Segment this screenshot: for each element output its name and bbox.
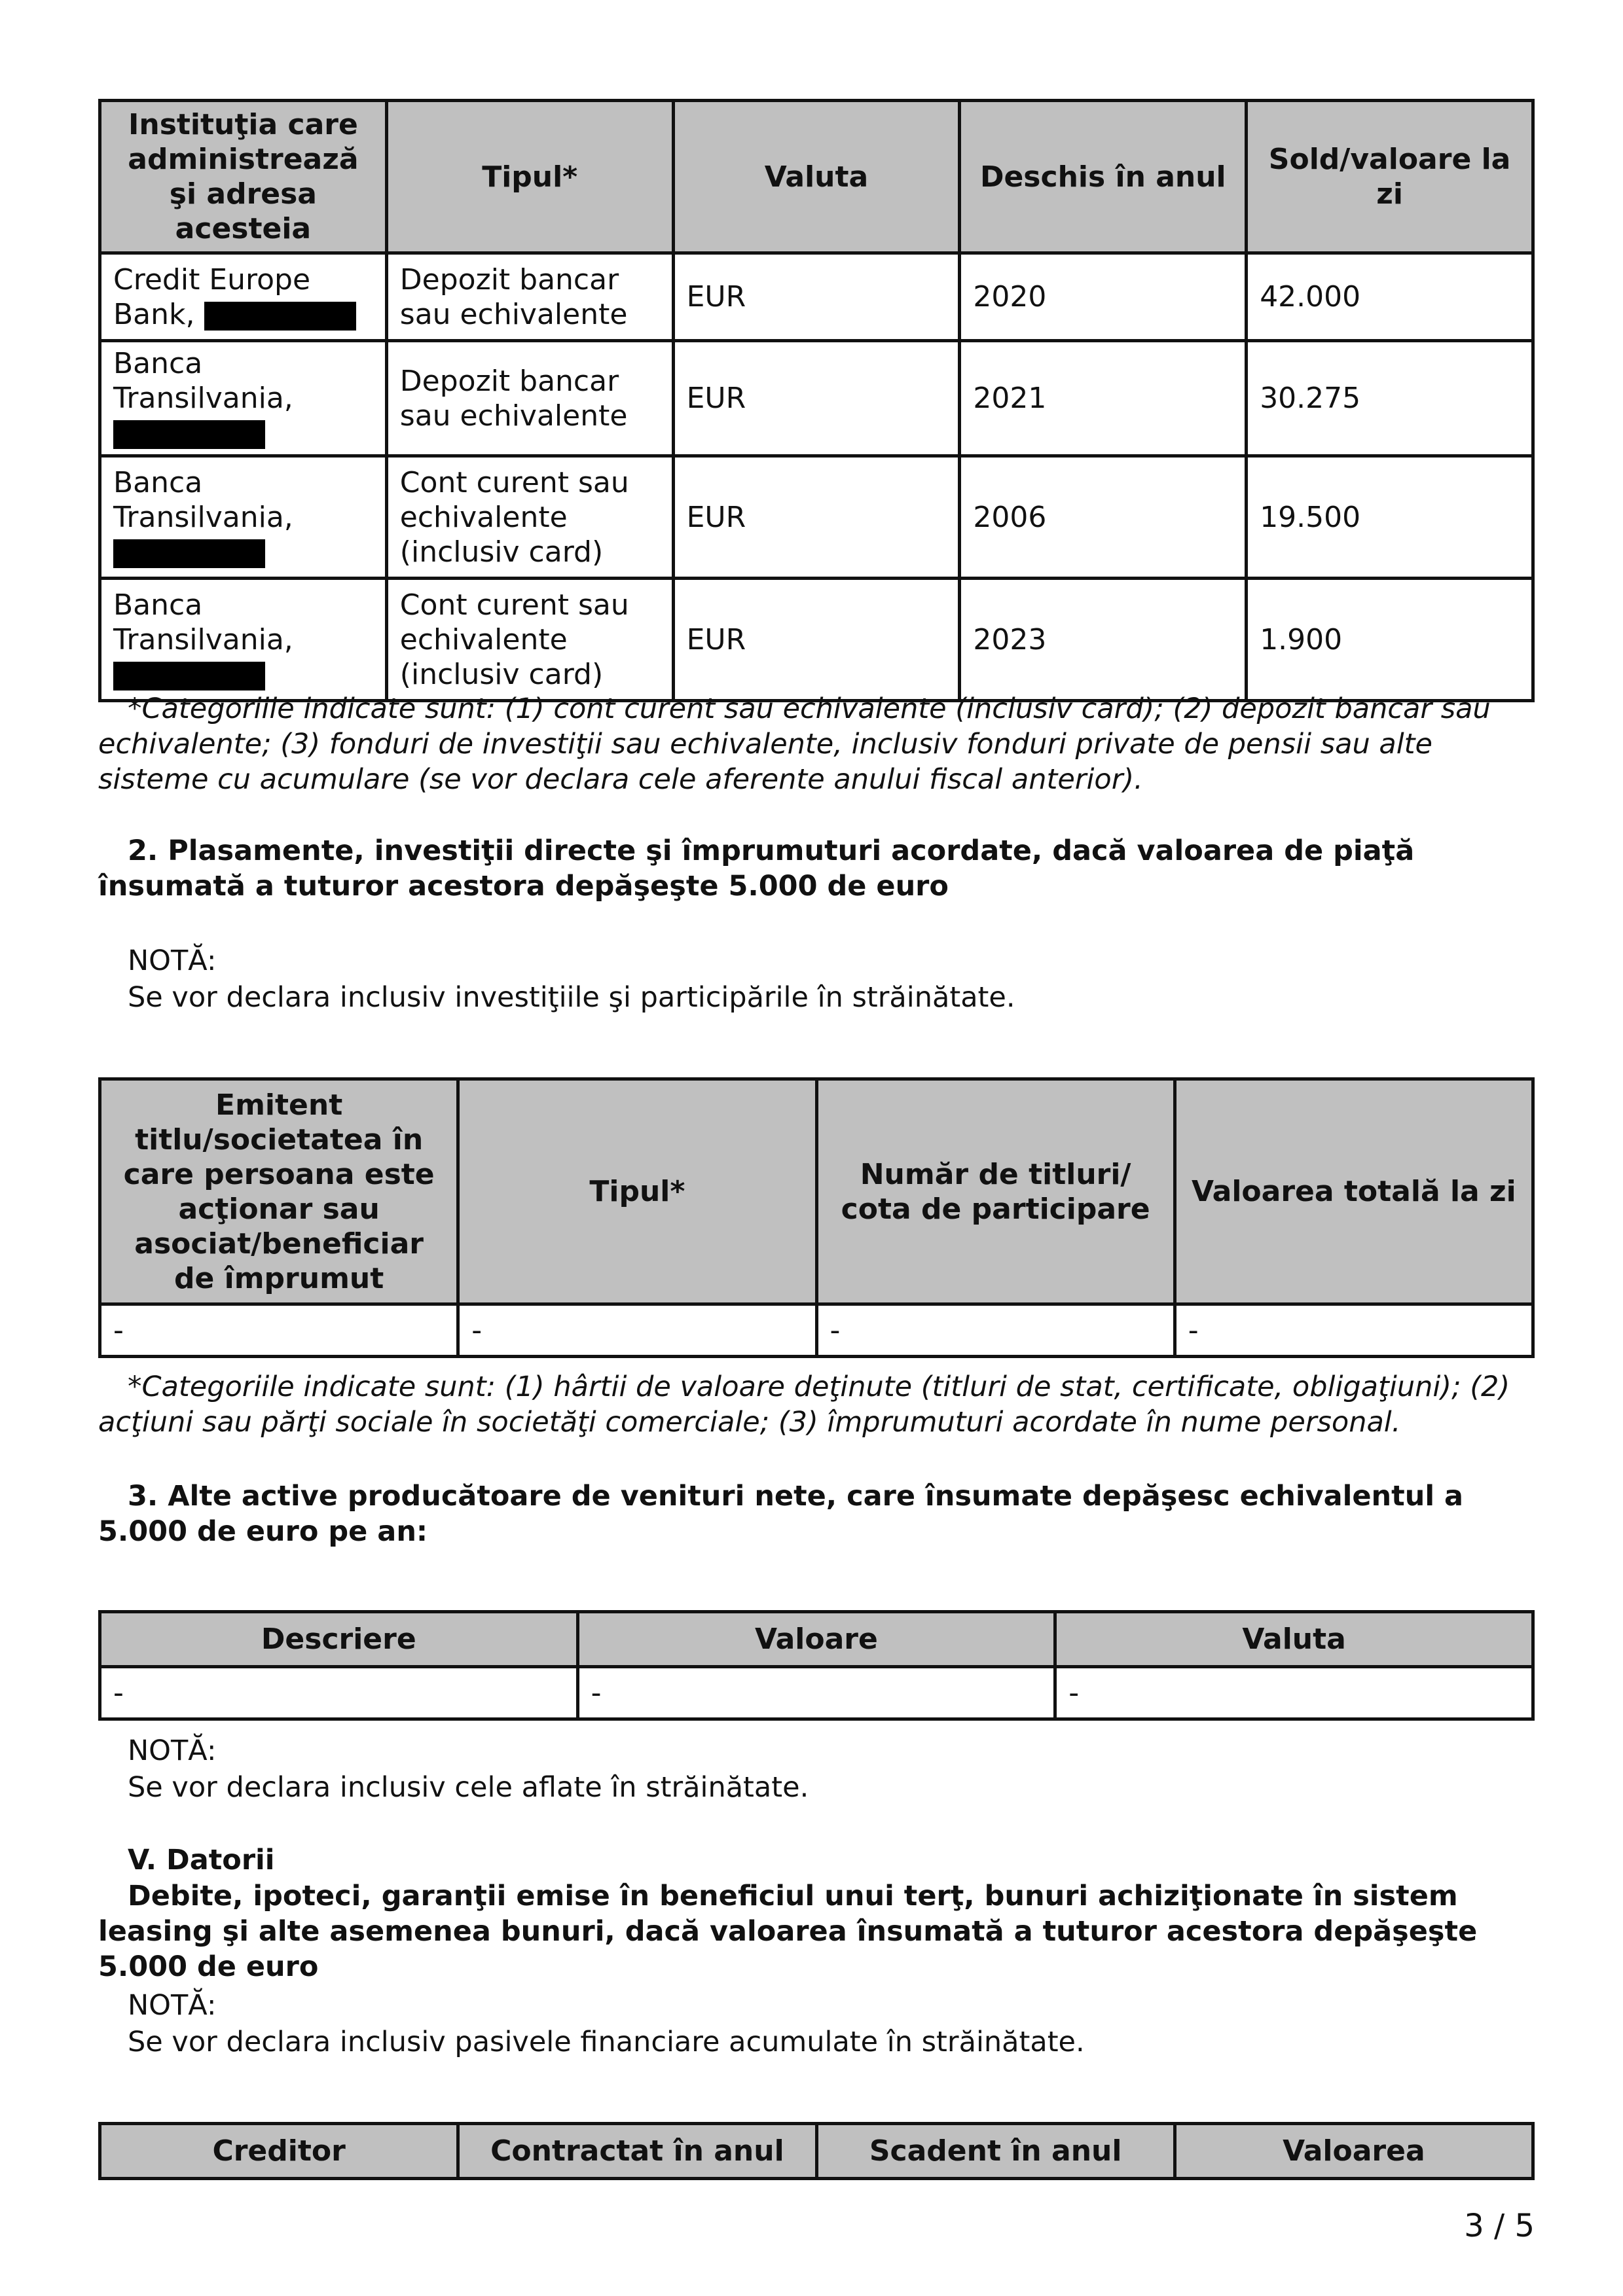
table-row <box>100 456 1533 579</box>
redacted-block <box>113 539 265 568</box>
cell-numar-titluri: - <box>816 1304 1175 1357</box>
table-row <box>100 1304 1533 1357</box>
header-valuta: Valuta <box>1055 1612 1533 1667</box>
page-number: 3 / 5 <box>1464 2208 1535 2244</box>
nota-text-section-3: Se vor declara inclusiv cele aflate în străinătate. <box>128 1771 809 1804</box>
table-row <box>100 253 1533 341</box>
redacted-block <box>113 420 265 449</box>
nota-label-section-5: NOTĂ: <box>128 1989 217 2022</box>
header-tipul: Tipul* <box>458 1079 816 1304</box>
cell-descriere: - <box>100 1667 578 1719</box>
cell-tipul: Cont curent sau echivalente (inclusiv card) <box>386 579 673 701</box>
cell-sold: 19.500 <box>1247 456 1533 579</box>
cell-anul: 2006 <box>960 456 1247 579</box>
header-contractat: Contractat în anul <box>458 2124 816 2179</box>
cell-tipul: - <box>458 1304 816 1357</box>
accounts-table <box>98 99 1535 702</box>
header-valoarea-totala: Valoarea totală la zi <box>1175 1079 1533 1304</box>
cell-valuta: - <box>1055 1667 1533 1719</box>
investments-table-header-row <box>100 1079 1533 1304</box>
redacted-block <box>204 302 356 331</box>
section-2-heading: 2. Plasamente, investiţii directe şi împrumuturi acordate, dacă valoarea de piaţă însumată a tuturor acestora depăşeşte 5.000 de euro <box>98 834 1415 903</box>
cell-sold: 1.900 <box>1247 579 1533 701</box>
nota-text-section-2: Se vor declara inclusiv investiţiile şi participările în străinătate. <box>128 981 1015 1014</box>
footnote-categories-accounts: *Categoriile indicate sunt: (1) cont curent sau echivalente (inclusiv card); (2) depozit bancar sau echivalente; (3) fonduri de investiţii sau echivalente, inclusiv fonduri private de pensii sau alte sisteme cu acumulare (se vor declara cele aferente anului fiscal anterior). <box>98 692 1491 796</box>
cell-anul: 2020 <box>960 253 1247 341</box>
redacted-block <box>113 662 265 691</box>
header-creditor: Creditor <box>100 2124 458 2179</box>
cell-sold: 30.275 <box>1247 341 1533 456</box>
nota-label-section-3: NOTĂ: <box>128 1734 217 1767</box>
other-assets-table <box>98 1610 1535 1721</box>
section-3-heading: 3. Alte active producătoare de venituri nete, care însumate depăşesc echivalentul a 5.000 de euro pe an: <box>98 1480 1464 1548</box>
cell-anul: 2021 <box>960 341 1247 456</box>
debts-table <box>98 2122 1535 2180</box>
nota-label-section-2: NOTĂ: <box>128 944 217 977</box>
other-assets-header-row <box>100 1612 1533 1667</box>
institutie-name: Banca Transilvania, <box>113 588 293 656</box>
cell-valuta: EUR <box>673 341 960 456</box>
header-deschis: Deschis în anul <box>960 101 1247 253</box>
accounts-table-header-row <box>100 101 1533 253</box>
header-valoarea: Valoarea <box>1175 2124 1533 2179</box>
header-emitent: Emitent titlu/societatea în care persoana este acţionar sau asociat/beneficiar de împrumut <box>100 1079 458 1304</box>
nota-text-section-5: Se vor declara inclusiv pasivele financiare acumulate în străinătate. <box>128 2026 1085 2058</box>
section-5-title: V. Datorii <box>128 1844 275 1876</box>
institutie-name: Banca Transilvania, <box>113 465 293 534</box>
cell-sold: 42.000 <box>1247 253 1533 341</box>
investments-table <box>98 1077 1535 1358</box>
institutie-name: Credit Europe Bank, <box>113 262 311 331</box>
header-sold: Sold/valoare la zi <box>1247 101 1533 253</box>
cell-valoare: - <box>577 1667 1055 1719</box>
cell-institutie <box>100 579 387 701</box>
cell-valoarea-totala: - <box>1175 1304 1533 1357</box>
cell-valuta: EUR <box>673 253 960 341</box>
header-descriere: Descriere <box>100 1612 578 1667</box>
table-row <box>100 1667 1533 1719</box>
cell-anul: 2023 <box>960 579 1247 701</box>
cell-institutie <box>100 253 387 341</box>
header-tipul: Tipul* <box>386 101 673 253</box>
section-5-heading: Debite, ipoteci, garanţii emise în beneficiul unui terţ, bunuri achiziţionate în sistem leasing şi alte asemenea bunuri, dacă valoarea însumată a tuturor acestora depăşeşte 5.000 de euro <box>98 1880 1478 1983</box>
cell-valuta: EUR <box>673 456 960 579</box>
cell-valuta: EUR <box>673 579 960 701</box>
table-row <box>100 579 1533 701</box>
cell-institutie <box>100 456 387 579</box>
cell-institutie <box>100 341 387 456</box>
cell-emitent: - <box>100 1304 458 1357</box>
debts-table-header-row <box>100 2124 1533 2179</box>
header-institutie: Instituţia care administrează şi adresa acesteia <box>100 101 387 253</box>
cell-tipul: Depozit bancar sau echivalente <box>386 253 673 341</box>
cell-tipul: Cont curent sau echivalente (inclusiv card) <box>386 456 673 579</box>
footnote-categories-investments: *Categoriile indicate sunt: (1) hârtii de valoare deţinute (titluri de stat, certificate, obligaţiuni); (2) acţiuni sau părţi sociale în societăţi comerciale; (3) împrumuturi acordate în nume personal. <box>98 1371 1510 1439</box>
cell-tipul: Depozit bancar sau echivalente <box>386 341 673 456</box>
header-valoare: Valoare <box>577 1612 1055 1667</box>
institutie-name: Banca Transilvania, <box>113 347 293 415</box>
header-scadent: Scadent în anul <box>816 2124 1175 2179</box>
table-row <box>100 341 1533 456</box>
header-valuta: Valuta <box>673 101 960 253</box>
header-numar-titluri: Număr de titluri/ cota de participare <box>816 1079 1175 1304</box>
